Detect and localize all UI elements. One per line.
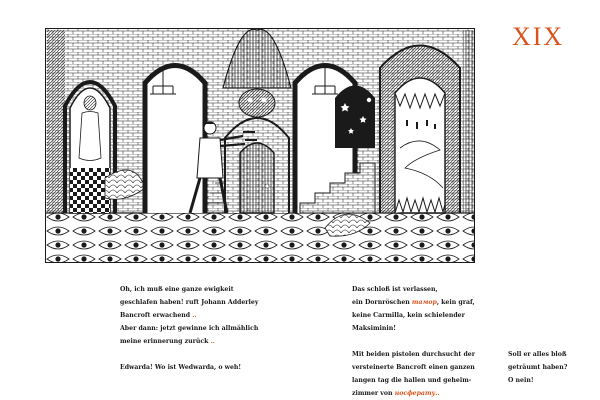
- left-ellipsis-1: ..: [192, 312, 197, 319]
- chapter-numeral: XIX: [512, 22, 565, 51]
- middle-line-1: Das schloß ist verlassen,: [352, 286, 438, 293]
- right-line-2: geträumt haben?: [508, 364, 568, 371]
- middle-line-3: keine Carmilla, kein schielender: [352, 312, 465, 319]
- right-text-column: [508, 348, 567, 387]
- left-para2: Edwarda! Wo ist Wedwarda, o weh!: [120, 364, 242, 371]
- middle-para2-line-3: langen tag die hallen und geheim-: [352, 377, 472, 384]
- left-line-5-text: meine erinnerung zurück: [120, 338, 209, 345]
- middle-accent-word-1: тамор: [411, 299, 437, 306]
- left-line-3: [120, 309, 258, 322]
- middle-last-before: zimmer von: [352, 390, 393, 397]
- middle-line-4: Maksiminin!: [352, 325, 396, 332]
- right-line-1: Soll er alles bloß: [508, 351, 567, 358]
- left-line-5: [120, 335, 258, 348]
- ink-illustration: [45, 28, 475, 263]
- middle-last-line: [352, 387, 475, 400]
- right-line-3: O nein!: [508, 377, 534, 384]
- middle-line-2-after: , kein graf,: [436, 299, 475, 306]
- middle-para2-line-1: Mit beiden pistolen durchsucht der: [352, 351, 475, 358]
- left-line-4: Aber dann: jetzt gewinne ich allmählich: [120, 325, 259, 332]
- left-ellipsis-2: ..: [210, 338, 215, 345]
- left-text-column: [120, 283, 258, 374]
- left-line-3-text: Bancroft erwachend: [120, 312, 191, 319]
- middle-line-2-before: ein Dornröschen: [352, 299, 410, 306]
- middle-para2-line-2: versteinerte Bancroft einen ganzen: [352, 364, 475, 371]
- middle-accent-word-2: носферату: [394, 390, 436, 397]
- middle-text-column: [352, 283, 475, 400]
- left-line-1: Oh, ich muß eine ganze ewigkeit: [120, 286, 234, 293]
- middle-line-2: [352, 296, 475, 309]
- middle-ellipsis: ..: [435, 390, 440, 397]
- left-line-2: geschlafen haben! ruft Johann Adderley: [120, 299, 259, 306]
